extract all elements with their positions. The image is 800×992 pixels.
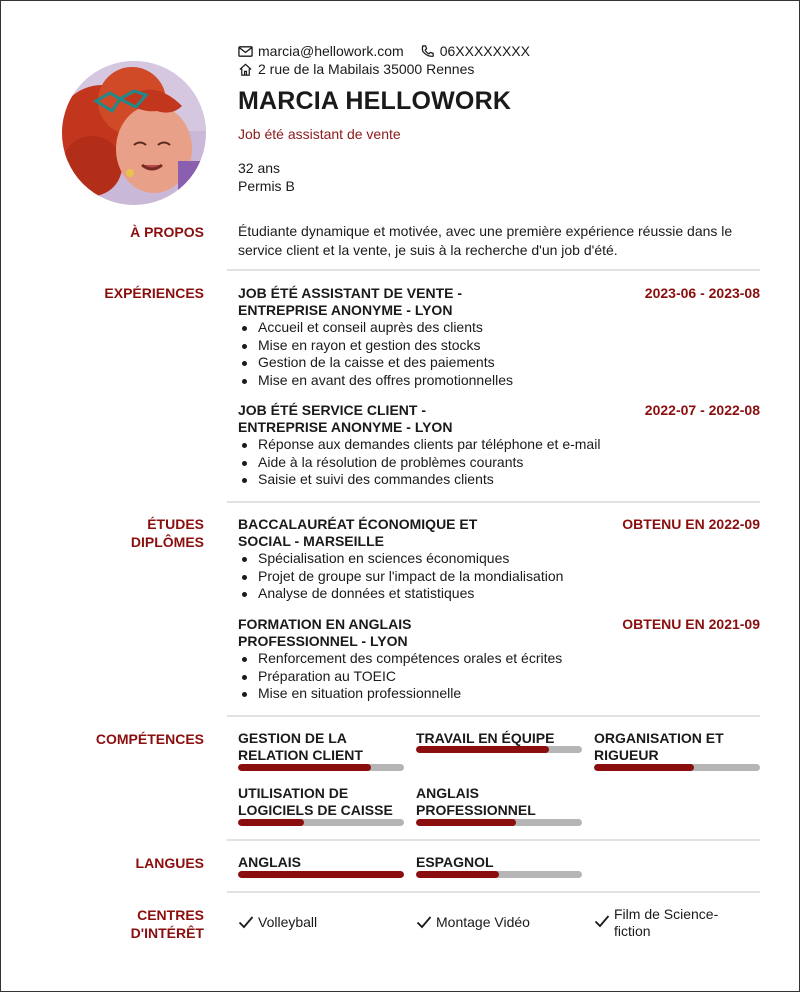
phone-text: 06XXXXXXXX: [439, 43, 530, 59]
skill-level-fill: [416, 819, 516, 826]
entry-date: OBTENU EN 2022-09: [622, 516, 760, 532]
entry-title: [238, 402, 538, 436]
experience-section-label: EXPÉRIENCES: [104, 285, 204, 301]
home-icon: [238, 62, 253, 77]
email-item[interactable]: [238, 42, 404, 60]
check-icon: [594, 914, 610, 928]
language-level-fill: [238, 871, 404, 878]
personal-info: [238, 159, 295, 195]
age-text: 32 ans: [238, 160, 281, 176]
bullet-list: [238, 319, 760, 389]
section-divider: [227, 269, 760, 271]
skill-item: [594, 730, 760, 764]
experience-entry: [238, 402, 760, 489]
phone-icon: [420, 44, 435, 59]
skill-item: [238, 730, 404, 764]
interests-label-line: CENTRES: [137, 907, 204, 923]
list-item: Spécialisation en sciences économiques: [238, 550, 760, 568]
education-label-line: ÉTUDES: [147, 516, 204, 532]
skill-item: [416, 730, 582, 747]
skills-section-label: COMPÉTENCES: [95, 731, 204, 747]
contact-block: [238, 42, 546, 78]
education-section-label: [44, 515, 204, 551]
list-item: Renforcement des compétences orales et écrites: [238, 650, 760, 668]
bullet-list: [238, 436, 760, 489]
interest-item: [238, 914, 317, 931]
skill-item: [238, 785, 404, 819]
entry-date: 2023-06 - 2023-08: [644, 285, 760, 301]
skill-name: TRAVAIL EN ÉQUIPE: [416, 730, 555, 746]
education-entry: [238, 616, 760, 703]
education-entry: [238, 516, 760, 603]
entry-title-line: ENTREPRISE ANONYME - LYON: [238, 419, 453, 435]
skill-name: UTILISATION DE LOGICIELS DE CAISSE: [238, 785, 393, 818]
entry-title-line: ENTREPRISE ANONYME - LYON: [238, 302, 453, 318]
entry-title-line: FORMATION EN ANGLAIS: [238, 616, 412, 632]
education-label-line: DIPLÔMES: [130, 534, 204, 550]
check-icon: [238, 915, 254, 929]
list-item: Mise en situation professionnelle: [238, 685, 760, 703]
section-divider: [227, 715, 760, 717]
skill-level-bar: [416, 819, 582, 826]
education-list-2: [238, 616, 760, 703]
section-divider: [227, 891, 760, 893]
entry-date: 2022-07 - 2022-08: [644, 402, 760, 418]
entry-title: [238, 616, 538, 650]
email-text: marcia@hellowork.com: [258, 43, 404, 59]
entry-title-line: JOB ÉTÉ ASSISTANT DE VENTE -: [238, 285, 463, 301]
skill-level-bar: [238, 764, 404, 771]
list-item: Mise en rayon et gestion des stocks: [238, 337, 760, 355]
interest-item: [594, 906, 718, 940]
address-item: [238, 60, 474, 78]
skill-name: ORGANISATION ET RIGUEUR: [594, 730, 724, 763]
interest-text: Montage Vidéo: [436, 914, 530, 930]
skill-level-fill: [238, 764, 371, 771]
list-item: Gestion de la caisse et des paiements: [238, 354, 760, 372]
list-item: Analyse de données et statistiques: [238, 585, 760, 603]
list-item: Saisie et suivi des commandes clients: [238, 471, 760, 489]
section-divider: [227, 501, 760, 503]
list-item: Mise en avant des offres promotionnelles: [238, 372, 760, 390]
entry-title-line: PROFESSIONNEL - LYON: [238, 633, 408, 649]
interest-item: [416, 914, 530, 931]
languages-section-label: LANGUES: [135, 855, 204, 871]
list-item: Projet de groupe sur l'impact de la mondialisation: [238, 568, 760, 586]
language-level-fill: [416, 871, 499, 878]
address-text: 2 rue de la Mabilais 35000 Rennes: [258, 61, 475, 77]
experience-entry: [238, 285, 760, 389]
experience-list: [238, 285, 760, 389]
section-divider: [227, 839, 760, 841]
language-level-bar: [416, 871, 582, 878]
skill-name: ANGLAIS PROFESSIONNEL: [416, 785, 536, 818]
language-level-bar: [238, 871, 404, 878]
list-item: Accueil et conseil auprès des clients: [238, 319, 760, 337]
entry-title-line: BACCALAURÉAT ÉCONOMIQUE ET: [238, 516, 478, 532]
skill-level-bar: [238, 819, 404, 826]
list-item: Réponse aux demandes clients par téléphone et e-mail: [238, 436, 760, 454]
entry-title-line: JOB ÉTÉ SERVICE CLIENT -: [238, 402, 426, 418]
experience-list-2: [238, 402, 760, 489]
license-text: Permis B: [238, 178, 295, 194]
bullet-list: [238, 550, 760, 603]
check-icon: [416, 915, 432, 929]
skill-level-fill: [238, 819, 304, 826]
language-name: ANGLAIS: [238, 854, 301, 870]
job-title: Job été assistant de vente: [238, 126, 401, 142]
skill-level-bar: [594, 764, 760, 771]
list-item: Préparation au TOEIC: [238, 668, 760, 686]
candidate-name: MARCIA HELLOWORK: [238, 87, 512, 115]
bullet-list: [238, 650, 760, 703]
about-section-label: À PROPOS: [130, 224, 204, 240]
language-item: [238, 854, 404, 871]
language-item: [416, 854, 582, 871]
list-item: Aide à la résolution de problèmes courants: [238, 454, 760, 472]
interest-text: Film de Science- fiction: [614, 906, 719, 939]
interests-section-label: [44, 906, 204, 942]
entry-date: OBTENU EN 2021-09: [622, 616, 760, 632]
skill-level-bar: [416, 746, 582, 753]
skill-level-fill: [416, 746, 549, 753]
language-name: ESPAGNOL: [416, 854, 494, 870]
skill-item: [416, 785, 582, 819]
about-text: Étudiante dynamique et motivée, avec une première expérience réussie dans le service client et la vente, je suis à la recherche d'un job d'été.: [238, 223, 733, 258]
phone-item[interactable]: [420, 42, 530, 60]
skill-name: GESTION DE LA RELATION CLIENT: [238, 730, 363, 763]
entry-title: [238, 285, 538, 319]
interest-text: Volleyball: [258, 914, 318, 930]
interests-label-line: D'INTÉRÊT: [130, 925, 204, 941]
education-list: [238, 516, 760, 603]
avatar: [62, 61, 206, 205]
entry-title: [238, 516, 538, 550]
skill-level-fill: [594, 764, 694, 771]
entry-title-line: SOCIAL - MARSEILLE: [238, 533, 384, 549]
envelope-icon: [238, 44, 253, 59]
